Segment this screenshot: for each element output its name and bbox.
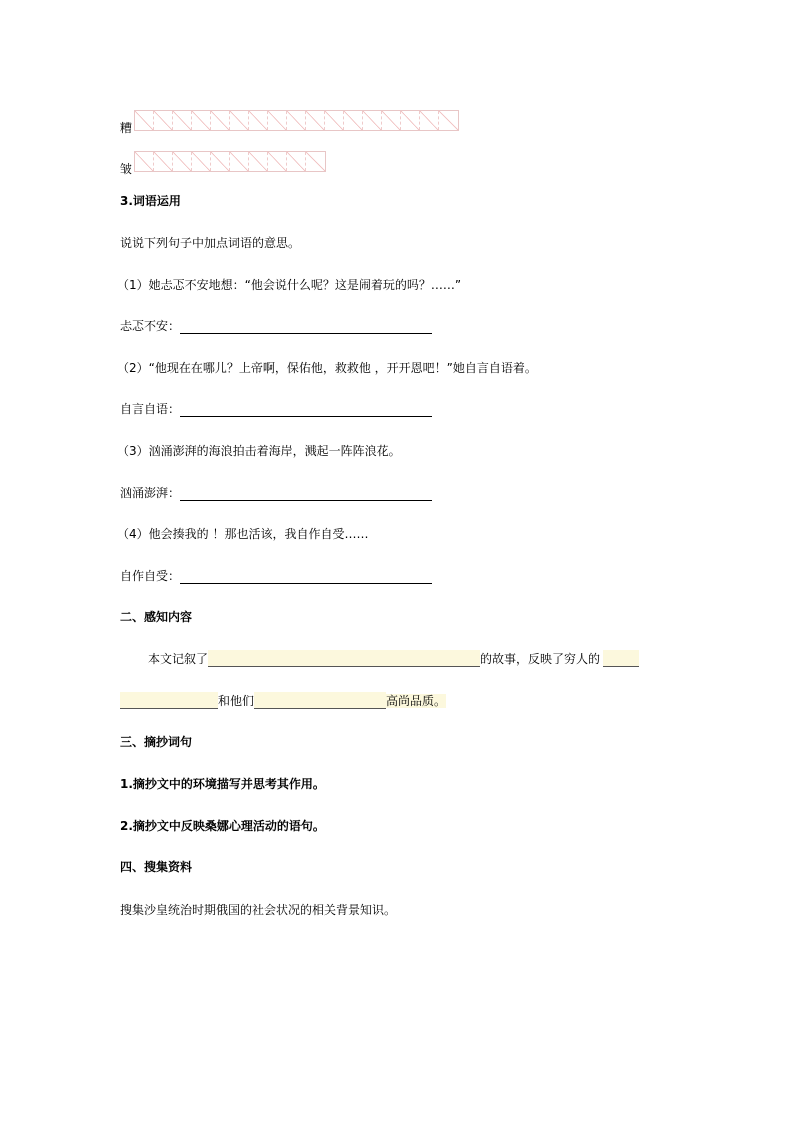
grid-cell[interactable] <box>268 111 287 130</box>
grid-cell[interactable] <box>344 111 363 130</box>
section-title-content: 二、感知内容 <box>120 610 193 624</box>
answer-blank[interactable] <box>180 402 432 417</box>
vocab-word-label: 汹涌澎湃： <box>120 486 181 500</box>
writing-practice-row-2 <box>120 146 326 177</box>
excerpt-item-2: 2.摘抄文中反映桑娜心理活动的语句。 <box>120 819 325 833</box>
content-mid-2: 和他们 <box>218 694 255 708</box>
grid-cell[interactable] <box>154 152 173 171</box>
answer-blank[interactable] <box>180 319 432 334</box>
grid-cell[interactable] <box>230 152 249 171</box>
practice-character: 糟 <box>120 121 133 135</box>
research-item-1: 搜集沙皇统治时期俄国的社会状况的相关背景知识。 <box>120 903 397 917</box>
practice-character: 皱 <box>120 162 133 176</box>
vocab-word-label: 忐忑不安： <box>120 319 181 333</box>
vocab-answer-row-1 <box>120 318 432 334</box>
vocab-instruction: 说说下列句子中加点词语的意思。 <box>120 236 301 250</box>
grid-cell[interactable] <box>325 111 344 130</box>
answer-blank[interactable] <box>208 650 480 667</box>
grid-cell[interactable] <box>230 111 249 130</box>
section-title-research: 四、搜集资料 <box>120 860 193 874</box>
grid-cell[interactable] <box>287 152 306 171</box>
grid-cell[interactable] <box>439 111 458 130</box>
grid-cell[interactable] <box>135 152 154 171</box>
vocab-word-label: 自作自受： <box>120 569 181 583</box>
content-fill-line-2 <box>120 692 446 709</box>
vocab-answer-row-3 <box>120 485 432 501</box>
vocab-sentence-1: （1）她忐忑不安地想：“他会说什么呢？这是闹着玩的吗？……” <box>117 278 462 292</box>
grid-cell[interactable] <box>420 111 439 130</box>
answer-blank[interactable] <box>180 486 432 501</box>
excerpt-item-1: 1.摘抄文中的环境描写并思考其作用。 <box>120 777 325 791</box>
grid-cell[interactable] <box>249 152 268 171</box>
grid-cell[interactable] <box>135 111 154 130</box>
tianzige-grid[interactable] <box>134 110 459 131</box>
vocab-sentence-2: （2）“他现在在哪儿？上帝啊，保佑他，救救他 ，开开恩吧！”她自言自语着。 <box>117 361 537 375</box>
writing-practice-row-1 <box>120 105 459 136</box>
vocab-word-label: 自言自语： <box>120 402 181 416</box>
section-title-vocab: 3.词语运用 <box>120 194 181 208</box>
content-suffix: 高尚品质。 <box>386 694 447 708</box>
grid-cell[interactable] <box>211 111 230 130</box>
content-mid: 的故事，反映了穷人的 <box>480 652 601 666</box>
grid-cell[interactable] <box>154 111 173 130</box>
grid-cell[interactable] <box>287 111 306 130</box>
tianzige-grid[interactable] <box>134 151 326 172</box>
grid-cell[interactable] <box>382 111 401 130</box>
grid-cell[interactable] <box>192 111 211 130</box>
grid-cell[interactable] <box>363 111 382 130</box>
vocab-sentence-4: （4）他会揍我的 ！那也活该，我自作自受…… <box>117 527 369 541</box>
grid-cell[interactable] <box>306 111 325 130</box>
grid-cell[interactable] <box>401 111 420 130</box>
vocab-answer-row-4 <box>120 568 432 584</box>
grid-cell[interactable] <box>306 152 325 171</box>
content-prefix: 本文记叙了 <box>148 652 209 666</box>
vocab-answer-row-2 <box>120 401 432 417</box>
section-title-excerpt: 三、摘抄词句 <box>120 735 193 749</box>
vocab-sentence-3: （3）汹涌澎湃的海浪拍击着海岸，溅起一阵阵浪花。 <box>117 444 401 458</box>
answer-blank[interactable] <box>254 692 386 709</box>
answer-blank[interactable] <box>180 569 432 584</box>
answer-blank[interactable] <box>603 650 639 667</box>
grid-cell[interactable] <box>268 152 287 171</box>
grid-cell[interactable] <box>173 152 192 171</box>
grid-cell[interactable] <box>192 152 211 171</box>
grid-cell[interactable] <box>249 111 268 130</box>
grid-cell[interactable] <box>211 152 230 171</box>
content-fill-line-1 <box>148 650 639 667</box>
answer-blank[interactable] <box>120 692 218 709</box>
grid-cell[interactable] <box>173 111 192 130</box>
